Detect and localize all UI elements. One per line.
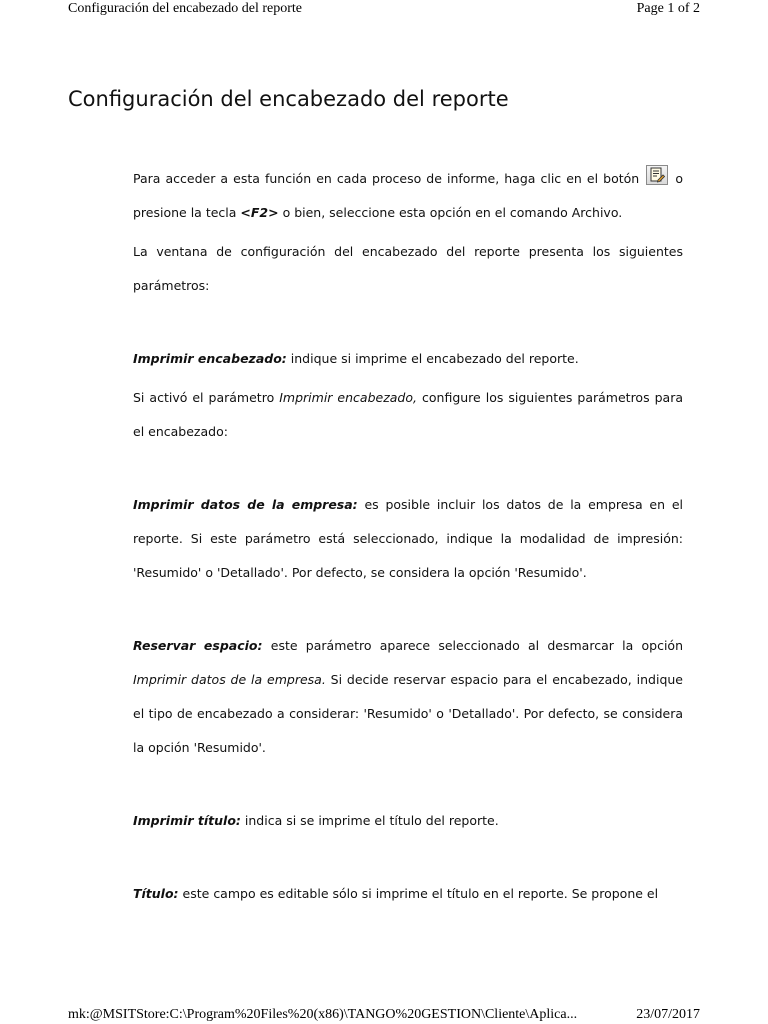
param-description: indique si imprime el encabezado del reporte. (290, 351, 579, 366)
source-url: mk:@MSITStore:C:\Program%20Files%20(x86)\TANGO%20GESTION\Cliente\Aplica... (68, 1007, 578, 1022)
emphasis-text: Imprimir datos de la empresa. (133, 672, 326, 687)
report-header-config-icon (646, 165, 668, 185)
paragraph-access-text-1: Para acceder a esta función en cada proceso de informe, haga clic en el botón (133, 171, 640, 186)
paragraph-window-intro: La ventana de configuración del encabezado del reporte presenta los siguientes parámetros: (133, 244, 683, 293)
text-fragment: configure los siguientes parámetros para el encabezado: (133, 390, 683, 439)
print-header (68, 0, 700, 20)
param-label: Imprimir título: (133, 813, 241, 828)
text-fragment: Si decide reservar espacio para el encabezado, indique el tipo de encabezado a considerar: 'Resumido' o 'Detallado'. Por defecto, se considera la opción 'Resumido'. (133, 672, 683, 755)
param-reservar-espacio (133, 629, 683, 765)
text-fragment: este parámetro aparece seleccionado al desmarcar la opción (270, 638, 683, 653)
param-label: Imprimir datos de la empresa: (133, 497, 358, 512)
paragraph-access-text-2: o presione la tecla (133, 171, 683, 220)
document-body (133, 162, 683, 911)
param-label: Imprimir encabezado: (133, 351, 287, 366)
param-imprimir-datos-empresa (133, 488, 683, 590)
print-footer (68, 1006, 700, 1024)
paragraph-if-activated (133, 381, 683, 449)
param-description: este campo es editable sólo si imprime el título en el reporte. Se propone el (182, 886, 659, 901)
param-imprimir-titulo (133, 804, 683, 838)
param-imprimir-encabezado (133, 342, 683, 376)
page-number: Page 1 of 2 (636, 1, 700, 16)
print-header-title: Configuración del encabezado del reporte (68, 1, 303, 16)
param-label: Reservar espacio: (133, 638, 263, 653)
param-description: es posible incluir los datos de la empresa en el reporte. Si este parámetro está seleccionado, indique la modalidad de impresión: 'Resumido' o 'Detallado'. Por defecto, se considera la opción 'Resumido'. (133, 497, 683, 580)
paragraph-access-text-3: o bien, seleccione esta opción en el comando Archivo. (282, 205, 623, 220)
page-title: Configuración del encabezado del reporte (68, 87, 509, 111)
param-description: indica si se imprime el título del reporte. (244, 813, 499, 828)
param-label: Título: (133, 886, 179, 901)
print-date: 23/07/2017 (636, 1007, 700, 1022)
text-fragment: Si activó el parámetro (133, 390, 275, 405)
paragraph-access (133, 162, 683, 230)
param-titulo (133, 877, 683, 911)
key-f2: <F2> (240, 205, 279, 220)
emphasis-text: Imprimir encabezado, (279, 390, 417, 405)
